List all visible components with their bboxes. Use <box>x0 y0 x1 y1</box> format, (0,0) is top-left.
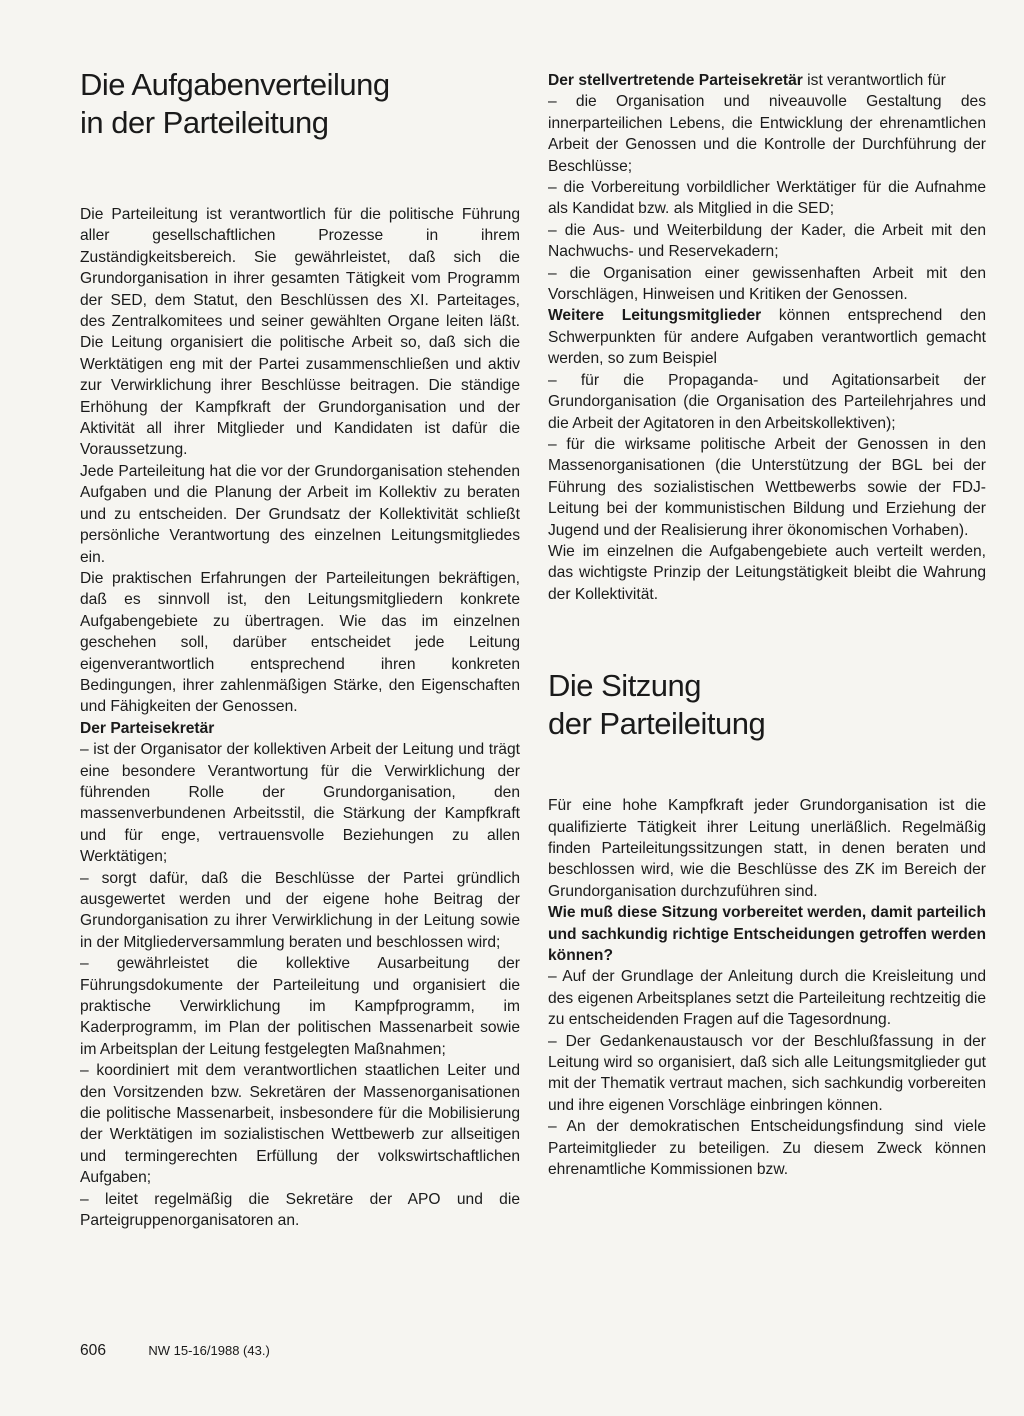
list-item: – Auf der Grundlage der Anleitung durch die Kreisleitung und des eigenen Arbeitsplanes setzt die Parteileitung rechtzeitig die zu entscheidenden Fragen auf die Tagesordnung. <box>548 968 986 1029</box>
list-item: – die Aus- und Weiterbildung der Kader, die Arbeit mit den Nachwuchs- und Reservekadern; <box>548 221 986 261</box>
list-item: – An der demokratischen Entscheidungsfindung sind viele Parteimitglieder zu beteiligen. Zu diesem Zweck können ehrenamtliche Kommissionen bzw. <box>548 1118 986 1179</box>
section-title-sitzung <box>548 667 986 743</box>
sitzung-intro-paragraph: Für eine hohe Kampfkraft jeder Grundorganisation ist die qualifizierte Tätigkeit ihrer Leitung unerläßlich. Regelmäßig finden Parteileitungssitzungen statt, in denen beraten und beschlossen wird, wie die Beschlüsse des ZK im Bereich der Grundorganisation durchzuführen sind. <box>548 797 986 900</box>
list-item: – gewährleistet die kollektive Ausarbeitung der Führungsdokumente der Parteileitung und organisiert die praktische Verwirklichung im Kampfprogramm, im Kaderprogramm, im Plan der politischen Massenarbeit sowie im Arbeitsplan der Leitung festgelegten Maßnahmen; <box>80 955 520 1058</box>
list-item: – leitet regelmäßig die Sekretäre der APO und die Parteigruppenorganisatoren an. <box>80 1190 520 1230</box>
paragraph: Jede Parteileitung hat die vor der Grundorganisation stehenden Aufgaben und die Planung der Arbeit im Kollektiv zu beraten und zu entscheiden. Der Grundsatz der Kollektivität schließt persönliche Verantwortung des einzelnen Leitungsmitgliedes ein. <box>80 462 520 566</box>
further-lead: Weitere Leitungsmitglieder <box>548 307 762 325</box>
further-rest: können entsprechend den Schwerpunkten für andere Aufgaben verantwortlich gemacht werden, so zum Beispiel <box>548 307 986 368</box>
page-number: 606 <box>80 1342 107 1359</box>
deputy-rest: ist verantwortlich für <box>802 72 946 89</box>
list-item: – koordiniert mit dem verantwortlichen staatlichen Leiter und den Vorsitzenden bzw. Sekretären der Massenorganisationen die politische Massenarbeit, insbesondere für die Mobilisierung der Werktätigen im sozialistischen Wettbewerb zur allseitigen und termingerechten Erfüllung der volkswirtschaftlichen Aufgaben; <box>80 1062 520 1187</box>
title-line: in der Parteileitung <box>80 105 329 140</box>
right-column <box>548 70 986 1180</box>
title-line: Die Aufgabenverteilung <box>80 67 390 102</box>
title-line: der Parteileitung <box>548 706 766 742</box>
deputy-paragraph <box>548 70 986 91</box>
question-heading: Wie muß diese Sitzung vorbereitet werden, damit parteilich und sachkundig richtige Entscheidungen getroffen werden können? <box>548 904 986 964</box>
subheading-parteisekretaer: Der Parteisekretär <box>80 719 215 737</box>
issue-reference: NW 15-16/1988 (43.) <box>148 1343 270 1358</box>
list-item: – Der Gedankenaustausch vor der Beschlußfassung in der Leitung wird so organisiert, daß sich alle Leitungsmitglieder gut mit der Thematik vertraut machen, sich sachkundig vorbereiten und ihre eigenen Vorschläge einbringen können. <box>548 1032 986 1114</box>
list-item: – ist der Organisator der kollektiven Arbeit der Leitung und trägt eine besondere Verantwortung für die Verwirklichung der führenden Rolle der Grundorganisation, den massenverbundenen Arbeitsstil, die Stärkung der Kampfkraft und für enge, vertrauensvolle Beziehungen zu allen Werktätigen; <box>80 741 520 866</box>
deputy-lead: Der stellvertretende Parteisekretär <box>548 72 803 89</box>
left-column <box>80 62 520 1232</box>
list-item: – die Vorbereitung vorbildlicher Werktätiger für die Aufnahme als Kandidat bzw. als Mitglied in die SED; <box>548 179 986 218</box>
section-title-aufgabenverteilung <box>80 66 520 142</box>
further-members-paragraph <box>548 305 986 369</box>
title-line: Die Sitzung <box>548 668 702 704</box>
list-item: – die Organisation einer gewissenhaften Arbeit mit den Vorschlägen, Hinweisen und Kritiken der Genossen. <box>548 264 986 304</box>
list-item: – für die wirksame politische Arbeit der Genossen in den Massenorganisationen (die Unterstützung der BGL bei der Führung des sozialistischen Wettbewerbs sowie der FDJ-Leitung bei der kommunistischen Bildung und Erziehung der Jugend und der Realisierung ihrer ökonomischen Vorhaben). <box>548 435 986 539</box>
page-footer <box>80 1342 308 1360</box>
paragraph: Die praktischen Erfahrungen der Parteileitungen bekräftigen, daß es sinnvoll ist, den Leitungsmitgliedern konkrete Aufgabengebiete zu übertragen. Wie das im einzelnen geschehen soll, darüber entscheidet jede Leitung eigenverantwortlich entsprechend ihren konkreten Bedingungen, ihrer zahlenmäßigen Stärke, den Eigenschaften und Fähigkeiten der Genossen. <box>80 569 520 716</box>
intro-paragraph: Die Parteileitung ist verantwortlich für die politische Führung aller gesellschaftlichen Prozesse in ihrem Zuständigkeitsbereich. Sie gewährleistet, daß sich die Grundorganisation in ihrer gesamten Tätigkeit vom Programm der SED, dem Statut, den Beschlüssen des XI. Parteitages, des Zentralkomitees und seiner gewählten Organe leiten läßt. Die Leitung organisiert die politische Arbeit so, daß sich die Werktätigen eng mit der Partei zusammenschließen und aktiv zur Verwirklichung ihrer Beschlüsse beitragen. Die ständige Erhöhung der Kampfkraft der Grundorganisation und der Aktivität all ihrer Mitglieder und Kandidaten ist dafür die Voraussetzung. <box>80 206 520 459</box>
list-item: – die Organisation und niveauvolle Gestaltung des innerparteilichen Lebens, die Entwicklung der ehrenamtlichen Arbeit der Genossen und die Kontrolle der Durchführung der Beschlüsse; <box>548 93 986 175</box>
list-item: – sorgt dafür, daß die Beschlüsse der Partei gründlich ausgewertet werden und der eigene hohe Beitrag der Grundorganisation zu ihrer Verwirklichung in der Leitung sowie in der Mitgliederversammlung beraten und beschlossen wird; <box>80 869 520 951</box>
list-item: – für die Propaganda- und Agitationsarbeit der Grundorganisation (die Organisation des Parteilehrjahres und die Arbeit der Agitatoren in den Arbeitskollektiven); <box>548 371 986 432</box>
closing-paragraph: Wie im einzelnen die Aufgabengebiete auch verteilt werden, das wichtigste Prinzip der Leitungstätigkeit bleibt die Wahrung der Kollektivität. <box>548 542 986 603</box>
